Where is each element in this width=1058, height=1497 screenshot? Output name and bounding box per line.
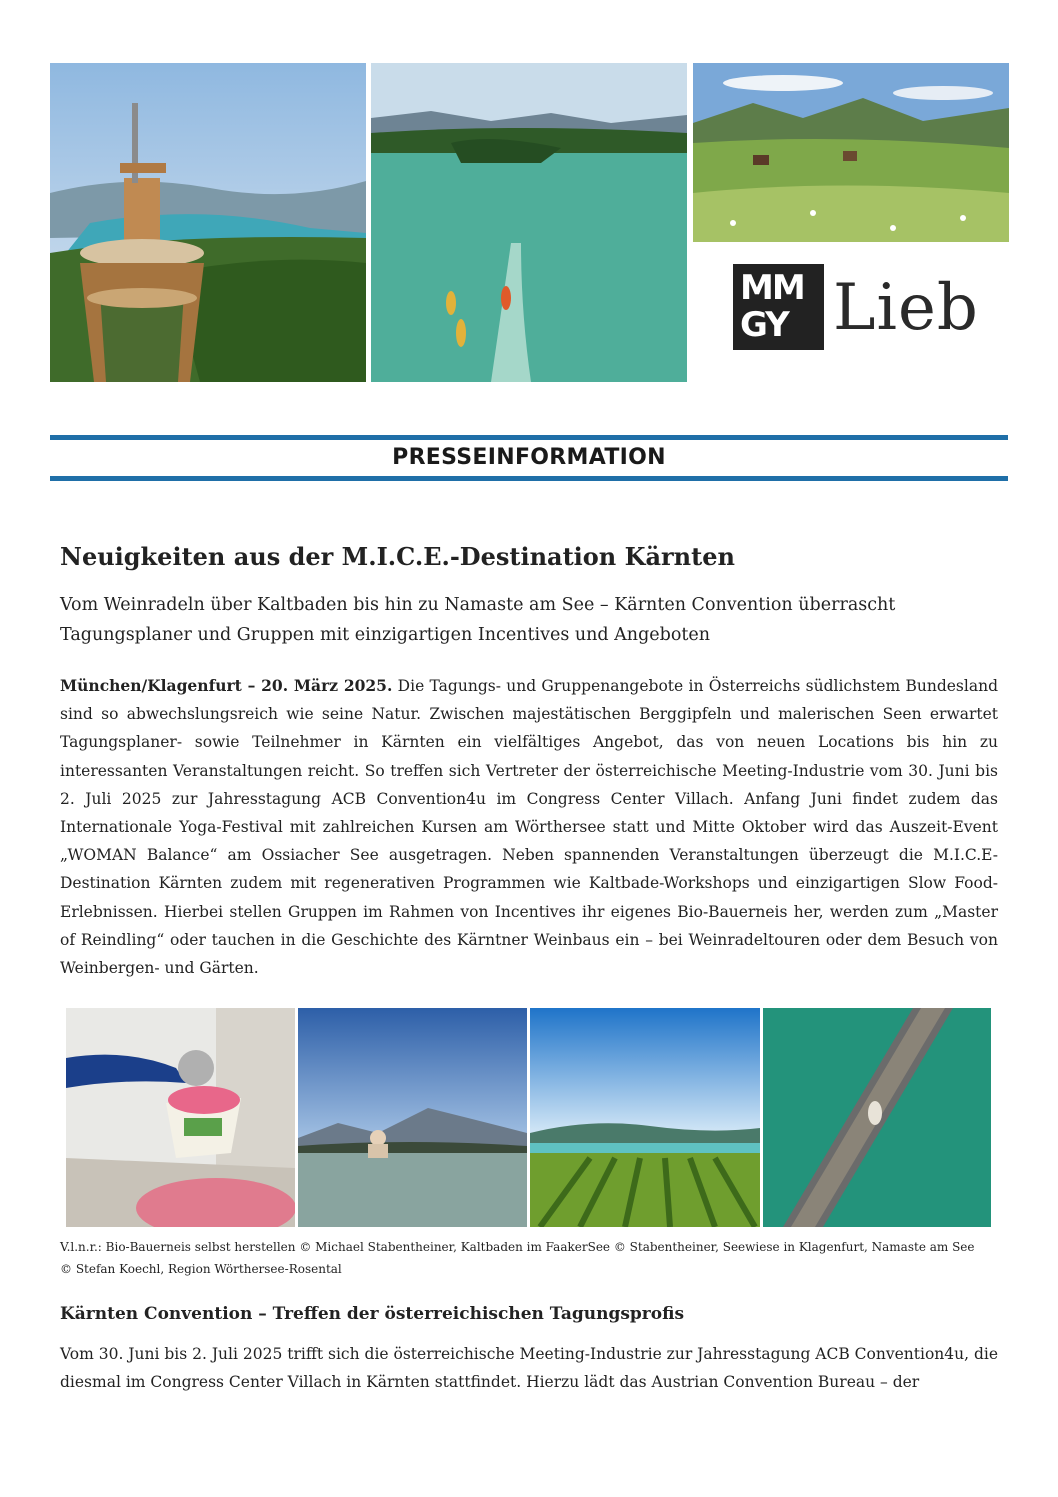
- intro-paragraph: [60, 672, 998, 982]
- logo-mark: [733, 264, 824, 350]
- logo-mark-line1: MM: [740, 268, 804, 308]
- photo-ice-cream: [66, 1008, 295, 1227]
- photo-lake-kayaks: [371, 63, 687, 382]
- photo-caption: V.l.n.r.: Bio-Bauerneis selbst herstellen © Michael Stabentheiner, Kaltbaden im FaakerSee © Stabentheiner, Seewiese in Klagenfurt, Namaste am See © Stefan Koechl, Region Wörthersee-Rosental: [60, 1240, 975, 1276]
- photo-observation-tower: [50, 63, 366, 382]
- photo-cold-bathing: [298, 1008, 527, 1227]
- intro-text: Die Tagungs- und Gruppenangebote in Österreichs südlichstem Bundesland sind so abwechslungsreich wie seine Natur. Zwischen majestätischen Berggipfeln und malerischen Seen erwartet Tagungsplaner- sowie Teilnehmer in Kärnten ein vielfältiges Angebot, das von neuen Locations bis hin zu interessanten Veranstaltungen reicht. So treffen sich Vertreter der österreichische Meeting-Industrie vom 30. Juni bis 2. Juli 2025 zur Jahresstagung ACB Convention4u im Congress Center Villach. Anfang Juni findet zudem das Internationale Yoga-Festival mit zahlreichen Kursen am Wörthersee statt und Mitte Oktober wird das Auszeit-Event „WOMAN Balance“ am Ossiacher See ausgetragen. Neben spannenden Veranstaltungen überzeugt die M.I.C.E-Destination Kärnten zudem mit regenerativen Programmen wie Kaltbade-Workshops und einzigartigen Slow Food-Erlebnissen. Hierbei stellen Gruppen im Rahmen von Incentives ihr eigenes Bio-Bauerneis her, werden zum „Master of Reindling“ oder tauchen in die Geschichte des Kärntner Weinbaus ein – bei Weinradeltouren oder dem Besuch von Weinbergen- und Gärten.: [60, 677, 998, 978]
- headline: Neuigkeiten aus der M.I.C.E.-Destination Kärnten: [60, 542, 735, 571]
- subheadline: Vom Weinradeln über Kaltbaden bis hin zu Namaste am See – Kärnten Convention überrascht Tagungsplaner und Gruppen mit einzigartigen Incentives und Angeboten: [60, 595, 896, 645]
- banner-rule-bottom: [50, 476, 1008, 481]
- mmgy-lieb-logo: [733, 262, 993, 354]
- banner-rule-top: [50, 435, 1008, 440]
- section-paragraph: Vom 30. Juni bis 2. Juli 2025 trifft sich die österreichische Meeting-Industrie zur Jahresstagung ACB Convention4u, die diesmal im Congress Center Villach in Kärnten stattfindet. Hierzu lädt das Austrian Convention Bureau – der: [60, 1345, 999, 1392]
- photo-alpine-meadow: [693, 63, 1009, 242]
- banner-title: PRESSEINFORMATION: [392, 445, 666, 470]
- section-title-kaernten-convention: Kärnten Convention – Treffen der österreichischen Tagungsprofis: [60, 1304, 685, 1324]
- logo-wordmark: Lieb: [833, 271, 979, 345]
- logo-mark-line2: GY: [740, 305, 788, 345]
- photo-bridge-yoga: [763, 1008, 991, 1227]
- dateline: München/Klagenfurt – 20. März 2025.: [60, 676, 393, 695]
- photo-vineyard: [530, 1008, 760, 1227]
